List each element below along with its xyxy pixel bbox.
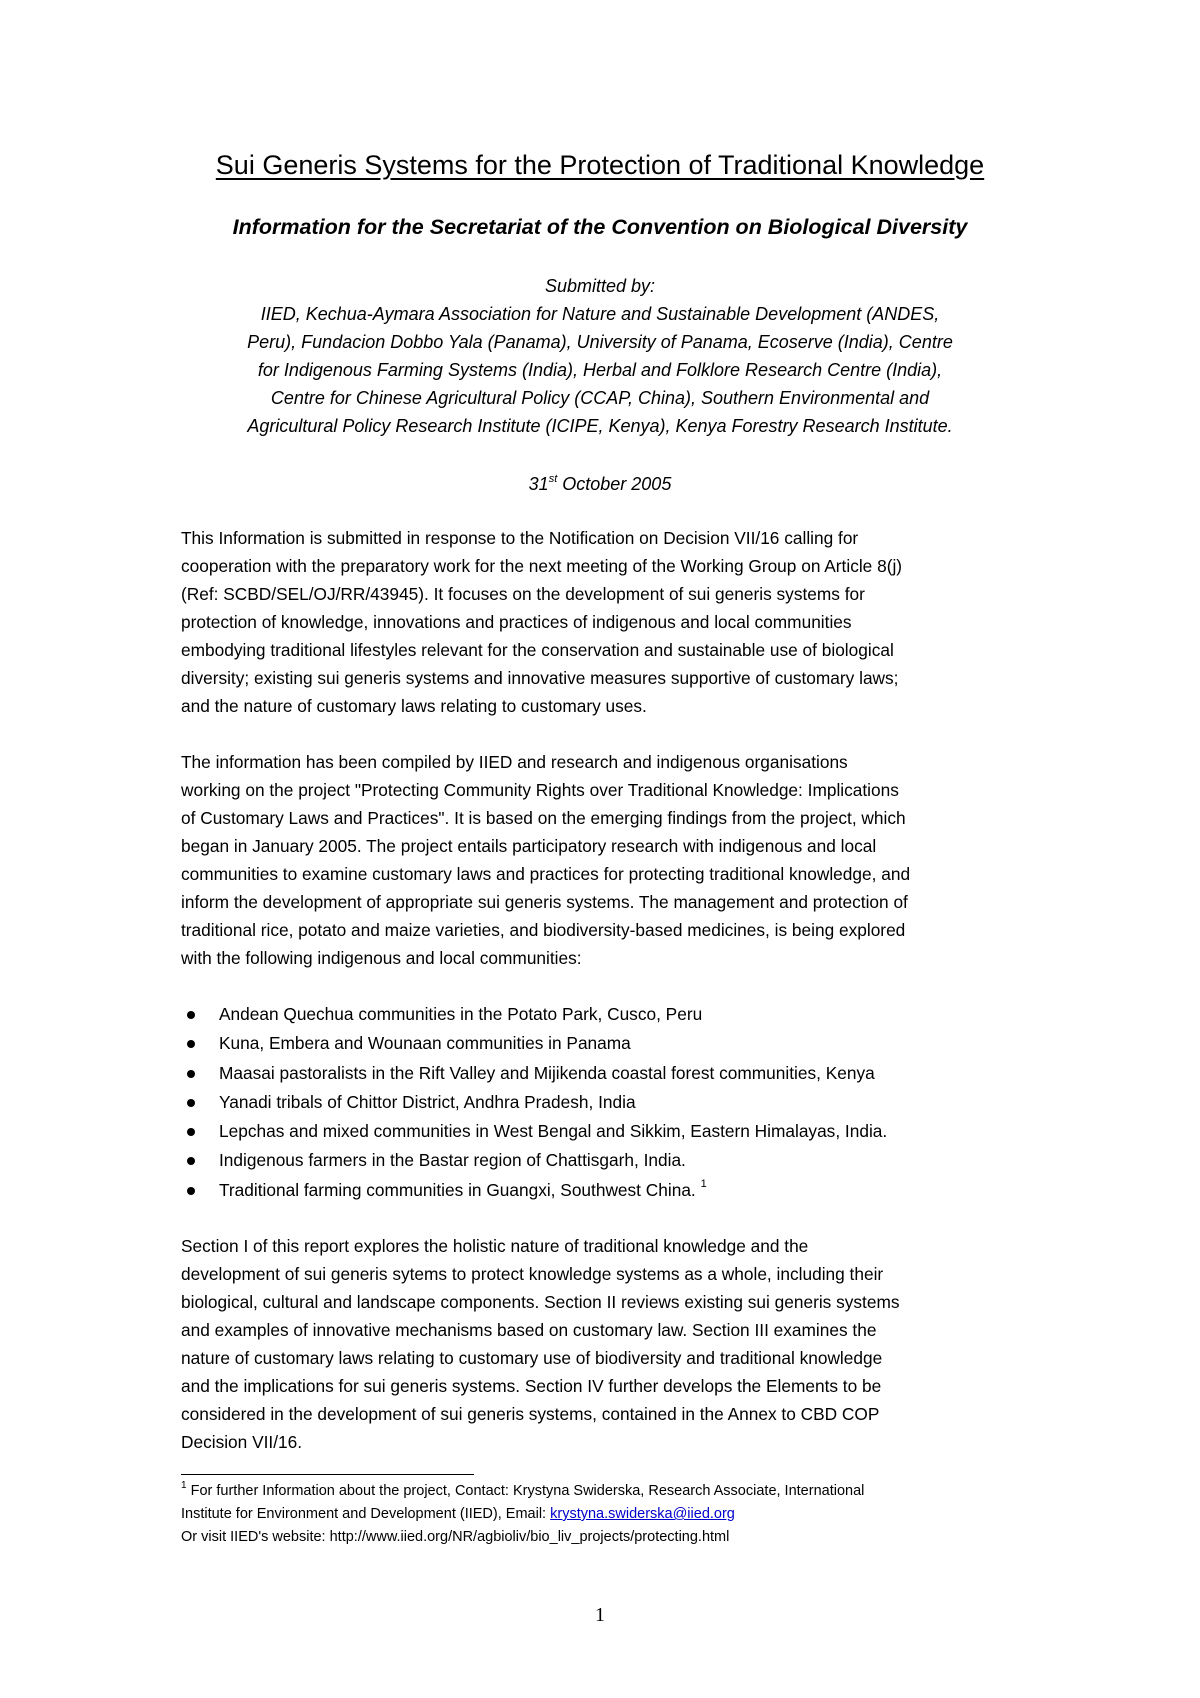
submitted-by-block: [130, 272, 1070, 440]
text-line: protection of knowledge, innovations and practices of indigenous and local communities: [181, 612, 852, 632]
date-ordinal: st: [548, 473, 558, 485]
text-line: traditional rice, potato and maize varieties, and biodiversity-based medicines, is being explored: [181, 920, 906, 940]
footnote: [181, 1480, 1041, 1549]
submitter-line: for Indigenous Farming Systems (India), Herbal and Folklore Research Centre (India),: [257, 360, 943, 380]
list-item: Kuna, Embera and Wounaan communities in Panama: [181, 1029, 1041, 1058]
list-item: Andean Quechua communities in the Potato Park, Cusco, Peru: [181, 1000, 1041, 1029]
paragraph-purpose: [181, 524, 1041, 720]
text-line: and the implications for sui generis systems. Section IV further develops the Elements to be: [181, 1376, 882, 1396]
footnote-divider: [181, 1474, 474, 1475]
footnote-line: $^1$ For further Information about the project, Contact: Krystyna Swiderska, Research Associate, International: [181, 1480, 865, 1499]
document-subtitle: Information for the Secretariat of the Convention on Biological Diversity: [232, 215, 968, 239]
page-number: 1: [595, 1604, 605, 1626]
submitter-line: Agricultural Policy Research Institute (ICIPE, Kenya), Kenya Forestry Research Institute.: [247, 416, 953, 436]
paragraph-project: [181, 748, 1041, 972]
bullet-icon: [187, 1157, 195, 1165]
paragraph-report-structure: [181, 1232, 1041, 1456]
text-line: working on the project "Protecting Community Rights over Traditional Knowledge: Implications: [181, 780, 899, 800]
text-line: Decision VII/16.: [181, 1432, 303, 1452]
submitted-by-label: Submitted by:: [544, 276, 656, 296]
footnote-line: Institute for Environment and Development (IIED), Email: krystyna.swiderska@iied.org: [181, 1506, 735, 1522]
text-line: diversity; existing sui generis systems and innovative measures supportive of customary laws;: [181, 668, 899, 688]
list-item: Indigenous farmers in the Bastar region of Chattisgarh, India.: [181, 1146, 1041, 1175]
footnote-line: Or visit IIED's website: http://www.iied.org/NR/agbioliv/bio_liv_projects/protecting.html: [181, 1529, 730, 1545]
list-item: Maasai pastoralists in the Rift Valley and Mijikenda coastal forest communities, Kenya: [181, 1059, 1041, 1088]
text-line: with the following indigenous and local communities:: [181, 948, 582, 968]
submission-date: [0, 470, 1200, 498]
submitter-line: Peru), Fundacion Dobbo Yala (Panama), University of Panama, Ecoserve (India), Centre: [247, 332, 953, 352]
text-line: biological, cultural and landscape components. Section II reviews existing sui generis systems: [181, 1292, 900, 1312]
communities-list: [181, 1000, 1041, 1205]
text-line: nature of customary laws relating to customary use of biodiversity and traditional knowledge: [181, 1348, 883, 1368]
email-link[interactable]: krystyna.swiderska@iied.org: [550, 1506, 735, 1522]
text-line: communities to examine customary laws and practices for protecting traditional knowledge, and: [181, 864, 911, 884]
text-line: cooperation with the preparatory work for the next meeting of the Working Group on Article 8(j): [181, 556, 903, 576]
text-line: considered in the development of sui generis systems, contained in the Annex to CBD COP: [181, 1404, 880, 1424]
date-rest: October 2005: [557, 474, 672, 494]
text-line: Section I of this report explores the holistic nature of traditional knowledge and the: [181, 1236, 809, 1256]
text-line: embodying traditional lifestyles relevant for the conservation and sustainable use of biological: [181, 640, 894, 660]
bullet-icon: [187, 1187, 195, 1195]
list-item: Traditional farming communities in Guangxi, Southwest China. $^1$: [181, 1176, 1041, 1205]
text-line: inform the development of appropriate sui generis systems. The management and protection of: [181, 892, 908, 912]
text-line: This Information is submitted in response to the Notification on Decision VII/16 calling for: [181, 528, 859, 548]
list-item: Lepchas and mixed communities in West Bengal and Sikkim, Eastern Himalayas, India.: [181, 1117, 1041, 1146]
bullet-icon: [187, 1070, 195, 1078]
text-line: The information has been compiled by IIED and research and indigenous organisations: [181, 752, 848, 772]
text-line: of Customary Laws and Practices". It is based on the emerging findings from the project, which: [181, 808, 906, 828]
text-line: and examples of innovative mechanisms based on customary law. Section III examines the: [181, 1320, 877, 1340]
bullet-icon: [187, 1128, 195, 1136]
bullet-icon: [187, 1099, 195, 1107]
text-line: and the nature of customary laws relating to customary uses.: [181, 696, 647, 716]
text-line: (Ref: SCBD/SEL/OJ/RR/43945). It focuses on the development of sui generis systems for: [181, 584, 865, 604]
footnote-mark: 1: [181, 1480, 187, 1492]
list-item: Yanadi tribals of Chittor District, Andhra Pradesh, India: [181, 1088, 1041, 1117]
text-line: began in January 2005. The project entails participatory research with indigenous and local: [181, 836, 877, 856]
submitter-line: Centre for Chinese Agricultural Policy (CCAP, China), Southern Environmental and: [270, 388, 930, 408]
bullet-icon: [187, 1040, 195, 1048]
document-title: Sui Generis Systems for the Protection of Traditional Knowledge: [215, 150, 985, 180]
text-line: development of sui generis sytems to protect knowledge systems as a whole, including their: [181, 1264, 884, 1284]
submitter-line: IIED, Kechua-Aymara Association for Nature and Sustainable Development (ANDES,: [260, 304, 940, 324]
footnote-reference[interactable]: 1: [700, 1178, 707, 1191]
date-day: 31: [528, 474, 549, 494]
bullet-icon: [187, 1011, 195, 1019]
